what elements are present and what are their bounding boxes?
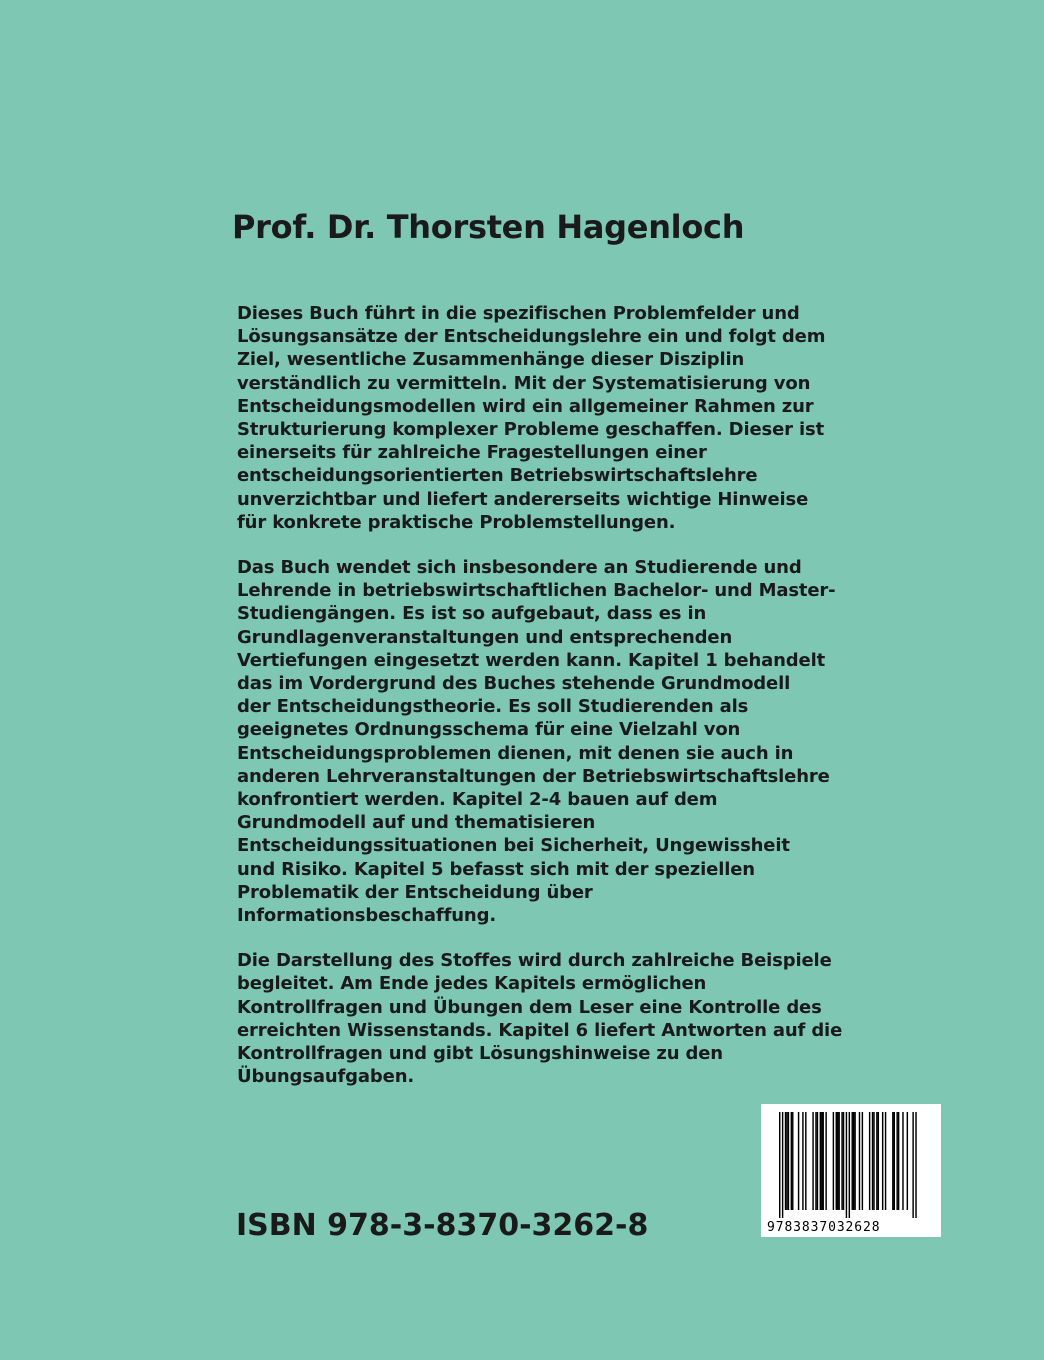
- barcode-bar: [805, 1112, 806, 1210]
- barcode-bar: [786, 1112, 787, 1210]
- blurb-line: entscheidungsorientierten Betriebswirtschaftslehre: [237, 465, 758, 487]
- barcode-bar: [798, 1112, 799, 1210]
- barcode-bar: [841, 1112, 842, 1210]
- blurb-line: anderen Lehrveranstaltungen der Betriebswirtschaftslehre: [237, 765, 830, 787]
- barcode-bar: [873, 1112, 874, 1210]
- blurb-line: das im Vordergrund des Buches stehende Grundmodell: [237, 673, 791, 695]
- barcode-bar: [892, 1112, 893, 1210]
- barcode-bar: [898, 1112, 899, 1210]
- barcode-bar: [853, 1112, 854, 1210]
- blurb-line: Strukturierung komplexer Probleme geschaffen. Dieser ist: [237, 419, 825, 441]
- barcode-bar: [836, 1112, 837, 1210]
- barcode-bar: [825, 1112, 826, 1210]
- barcode-bar: [885, 1112, 886, 1210]
- barcode-bar: [846, 1112, 847, 1218]
- blurb-line: Das Buch wendet sich insbesondere an Studierende und: [237, 557, 802, 579]
- barcode-bar: [782, 1112, 783, 1218]
- barcode-bar: [802, 1112, 803, 1210]
- blurb-line: Dieses Buch führt in die spezifischen Problemfelder und: [237, 303, 800, 324]
- barcode-bar: [882, 1112, 883, 1210]
- barcode-bar: [820, 1112, 821, 1210]
- blurb-line: der Entscheidungstheorie. Es soll Studierenden als: [237, 696, 749, 718]
- barcode-digits: 9783837032628: [767, 1220, 881, 1235]
- barcode-bar: [838, 1112, 839, 1210]
- blurb-line: Entscheidungsproblemen dienen, mit denen sie auch in: [237, 742, 794, 764]
- blurb-line: Entscheidungsmodellen wird ein allgemeiner Rahmen zur: [237, 395, 814, 417]
- back-cover-blurb: [237, 302, 843, 1089]
- blurb-paragraph-2: [237, 556, 836, 927]
- blurb-line: Problematik der Entscheidung über: [237, 881, 593, 903]
- blurb-line: Entscheidungssituationen bei Sicherheit, Ungewissheit: [237, 835, 790, 857]
- paragraph-spacer: [237, 534, 817, 556]
- barcode-bar: [862, 1112, 863, 1210]
- blurb-line: verständlich zu vermitteln. Mit der Systematisierung von: [237, 372, 811, 394]
- barcode-bar: [849, 1112, 850, 1218]
- barcode-bar: [878, 1112, 879, 1210]
- barcode-bar: [779, 1112, 780, 1218]
- author-name: Prof. Dr. Thorsten Hagenloch: [232, 208, 745, 246]
- blurb-line: Kontrollfragen und gibt Lösungshinweise zu den: [237, 1043, 723, 1065]
- barcode-bar: [902, 1112, 903, 1210]
- blurb-line: für konkrete praktische Problemstellungen.: [237, 511, 676, 533]
- blurb-line: Informationsbeschaffung.: [237, 905, 497, 927]
- barcode-bar: [854, 1112, 855, 1210]
- barcode-bar: [785, 1112, 786, 1210]
- blurb-line: Grundlagenveranstaltungen und entsprechenden: [237, 626, 733, 648]
- barcode-bar: [823, 1112, 824, 1210]
- barcode-bar: [837, 1112, 838, 1210]
- barcode-bar: [817, 1112, 818, 1210]
- barcode-bar: [872, 1112, 873, 1210]
- blurb-line: einerseits für zahlreiche Fragestellungen einer: [237, 442, 707, 464]
- barcode-bar: [896, 1112, 897, 1210]
- blurb-line: und Risiko. Kapitel 5 befasst sich mit der speziellen: [237, 858, 755, 880]
- barcode-bars: [779, 1112, 925, 1218]
- paragraph-spacer: [237, 927, 817, 949]
- blurb-line: begleitet. Am Ende jedes Kapitels ermöglichen: [237, 973, 707, 995]
- barcode-bar: [859, 1112, 860, 1210]
- blurb-paragraph-3: [237, 949, 843, 1088]
- barcode-bar: [843, 1112, 844, 1210]
- barcode-bar: [907, 1112, 908, 1210]
- blurb-line: unverzichtbar und liefert andererseits wichtige Hinweise: [237, 488, 809, 510]
- barcode-bar: [821, 1112, 822, 1210]
- blurb-line: konfrontiert werden. Kapitel 2-4 bauen auf dem: [237, 789, 718, 811]
- barcode-bar: [852, 1112, 853, 1210]
- blurb-line: Vertiefungen eingesetzt werden kann. Kapitel 1 behandelt: [237, 649, 826, 671]
- barcode-bar: [912, 1112, 913, 1218]
- barcode-bar: [792, 1112, 793, 1210]
- blurb-line: erreichten Wissenstands. Kapitel 6 liefert Antworten auf die: [237, 1019, 843, 1041]
- blurb-line: Lösungsansätze der Entscheidungslehre ein und folgt dem: [237, 326, 826, 348]
- barcode-bar: [833, 1112, 834, 1210]
- blurb-line: Die Darstellung des Stoffes wird durch zahlreiche Beispiele: [237, 950, 832, 972]
- blurb-line: Lehrende in betriebswirtschaftlichen Bachelor- und Master-: [237, 580, 836, 602]
- barcode-bar: [791, 1112, 792, 1210]
- barcode-bar: [894, 1112, 895, 1210]
- blurb-paragraph-1: [237, 302, 826, 534]
- barcode-bar: [915, 1112, 916, 1218]
- blurb-line: Kontrollfragen und Übungen dem Leser eine Kontrolle des: [237, 996, 822, 1018]
- barcode-bar: [815, 1112, 816, 1210]
- blurb-line: Studiengängen. Es ist so aufgebaut, dass es in: [237, 603, 707, 625]
- barcode-bar: [869, 1112, 870, 1210]
- barcode: [761, 1104, 941, 1237]
- blurb-line: geeignetes Ordnungsschema für eine Vielzahl von: [237, 719, 741, 741]
- blurb-line: Ziel, wesentliche Zusammenhänge dieser Disziplin: [237, 349, 745, 371]
- isbn-number: ISBN 978-3-8370-3262-8: [236, 1208, 649, 1243]
- barcode-bar: [812, 1112, 813, 1210]
- blurb-line: Grundmodell auf und thematisieren: [237, 812, 596, 834]
- barcode-bar: [876, 1112, 877, 1210]
- barcode-bar: [788, 1112, 789, 1210]
- blurb-line: Übungsaufgaben.: [237, 1066, 415, 1088]
